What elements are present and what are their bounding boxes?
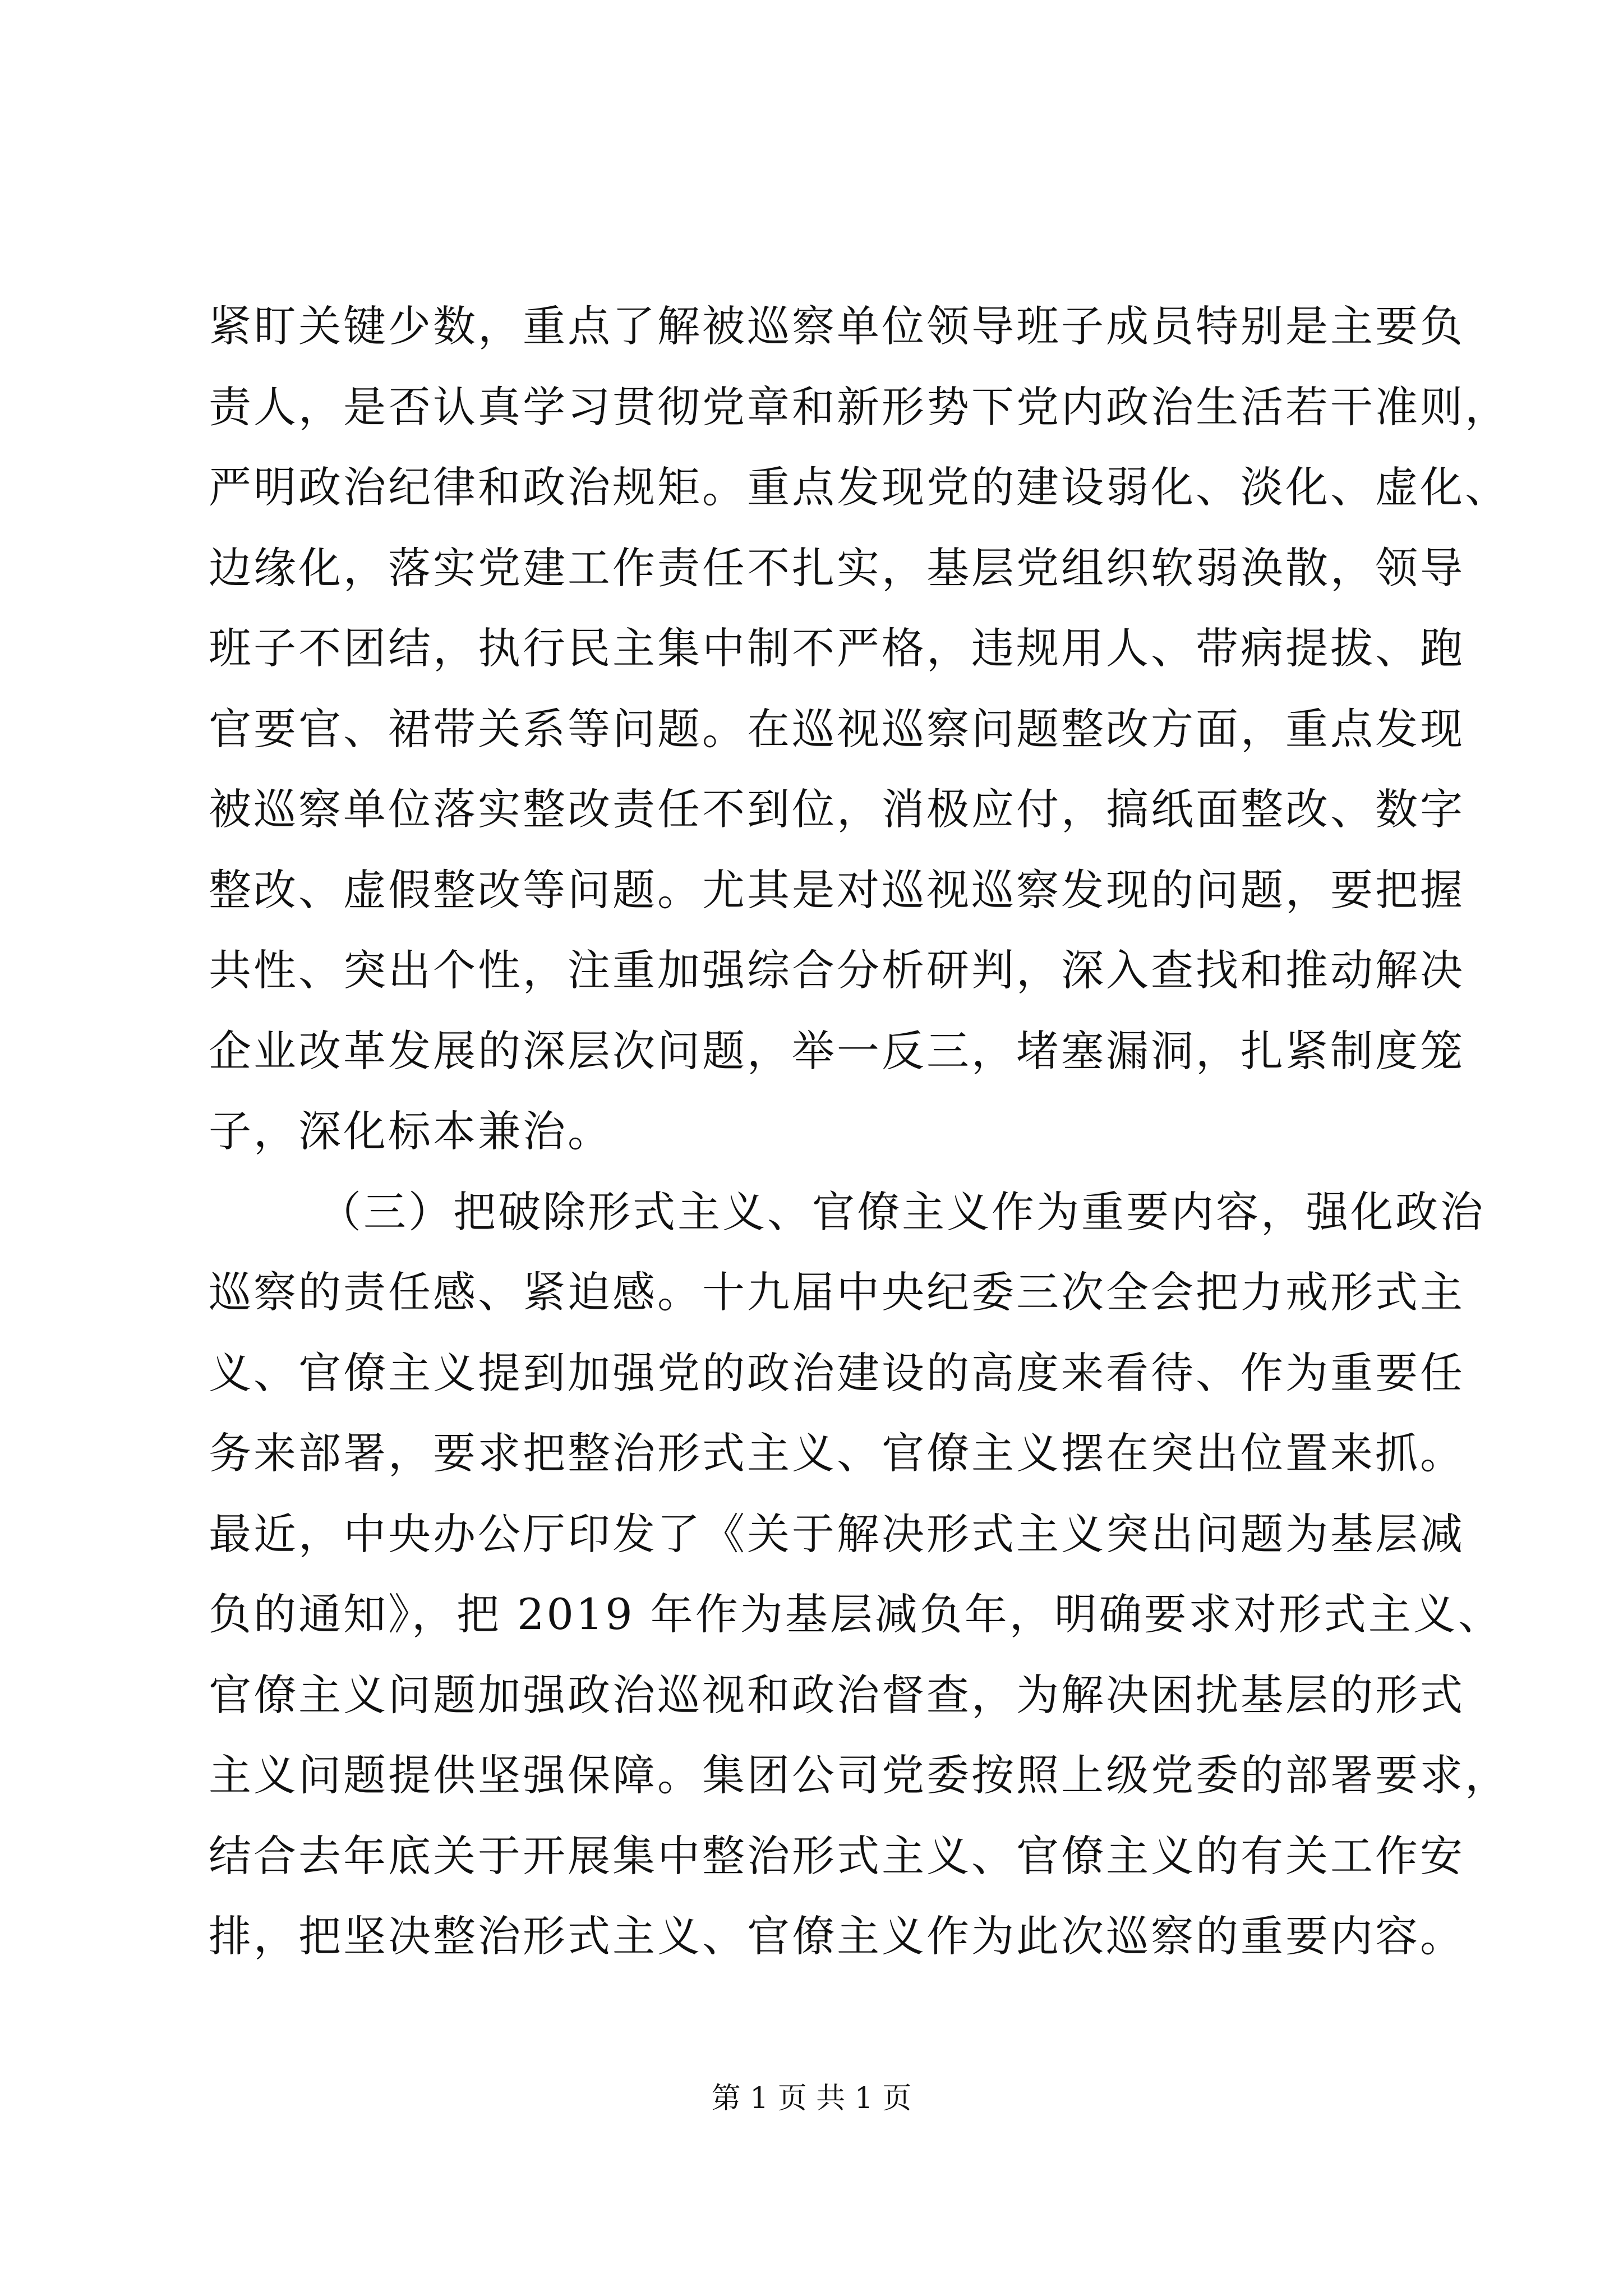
text-line: 结合去年底关于开展集中整治形式主义、官僚主义的有关工作安: [209, 1830, 1465, 1881]
text-line: 义、官僚主义提到加强党的政治建设的高度来看待、作为重要任: [209, 1347, 1465, 1398]
text-line: 负的通知》，把 2019 年作为基层减负年，明确要求对形式主义、: [209, 1589, 1503, 1639]
text-line: 严明政治纪律和政治规矩。重点发现党的建设弱化、淡化、虚化、: [209, 462, 1510, 512]
text-line: 最近，中央办公厅印发了《关于解决形式主义突出问题为基层减: [209, 1508, 1465, 1559]
text-line: 被巡察单位落实整改责任不到位，消极应付，搞纸面整改、数字: [209, 784, 1465, 834]
section-heading-line: （三）把破除形式主义、官僚主义作为重要内容，强化政治: [319, 1186, 1485, 1237]
document-body: [209, 286, 1510, 1977]
text-line: 官僚主义问题加强政治巡视和政治督查，为解决困扰基层的形式: [209, 1669, 1465, 1720]
text-line: 共性、突出个性，注重加强综合分析研判，深入查找和推动解决: [209, 945, 1465, 995]
text-line: 务来部署，要求把整治形式主义、官僚主义摆在突出位置来抓。: [209, 1428, 1465, 1478]
text-line: 排，把坚决整治形式主义、官僚主义作为此次巡察的重要内容。: [209, 1911, 1465, 1961]
text-line: 班子不团结，执行民主集中制不严格，违规用人、带病提拔、跑: [209, 623, 1465, 673]
text-line: 主义问题提供坚强保障。集团公司党委按照上级党委的部署要求，: [209, 1750, 1510, 1800]
text-line: 紧盯关键少数，重点了解被巡察单位领导班子成员特别是主要负: [209, 301, 1465, 351]
text-line: 巡察的责任感、紧迫感。十九届中央纪委三次全会把力戒形式主: [209, 1267, 1465, 1317]
text-line: 责人，是否认真学习贯彻党章和新形势下党内政治生活若干准则，: [209, 381, 1510, 432]
text-line: 边缘化，落实党建工作责任不扎实，基层党组织软弱涣散，领导: [209, 542, 1465, 593]
text-line: 整改、虚假整改等问题。尤其是对巡视巡察发现的问题，要把握: [209, 864, 1465, 915]
text-line: 企业改革发展的深层次问题，举一反三，堵塞漏洞，扎紧制度笼: [209, 1025, 1465, 1076]
text-line: 官要官、裙带关系等问题。在巡视巡察问题整改方面，重点发现: [209, 703, 1465, 754]
text-line: 子，深化标本兼治。: [209, 1106, 612, 1156]
page-number-footer: 第 1 页 共 1 页: [711, 2082, 912, 2115]
